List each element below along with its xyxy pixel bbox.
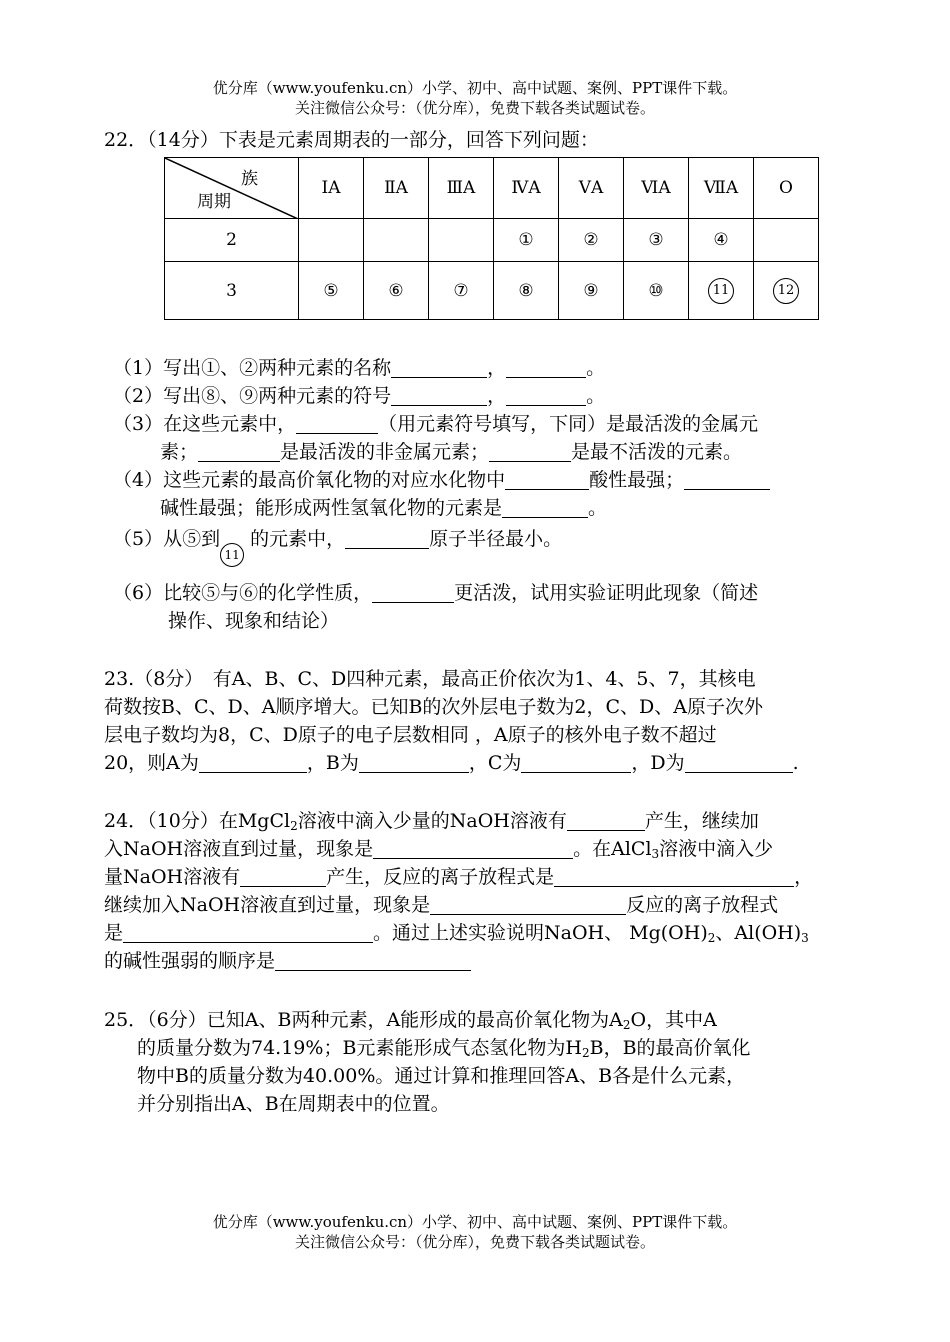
table-row xyxy=(165,262,819,320)
element-cell: ⑨ xyxy=(559,262,624,320)
q22-part-2: （2）写出⑧、⑨两种元素的符号 ， 。 xyxy=(113,385,606,407)
group-header: ⅡA xyxy=(364,158,429,219)
element-cell: ⑧ xyxy=(494,262,559,320)
answer-blank[interactable] xyxy=(506,357,586,378)
corner-group-label: 族 xyxy=(241,169,258,189)
element-cell: ③ xyxy=(624,219,689,262)
answer-blank[interactable] xyxy=(489,441,571,462)
answer-blank[interactable] xyxy=(296,413,378,434)
q22-part-4-cont: 碱性最强；能形成两性氢氧化物的元素是 。 xyxy=(160,497,608,519)
q24-line-6: 的碱性强弱的顺序是 xyxy=(104,947,471,975)
answer-blank[interactable] xyxy=(506,385,586,406)
element-cell xyxy=(754,262,819,320)
element-12-circle: 12 xyxy=(773,278,799,304)
corner-period-label: 周期 xyxy=(197,192,231,212)
header-line-2: 关注微信公众号：（优分库），免费下载各类试题试卷。 xyxy=(294,99,655,117)
q22-title: 22．（14分）下表是元素周期表的一部分，回答下列问题： xyxy=(104,129,599,151)
table-row xyxy=(165,219,819,262)
q24-line-5: 是 。通过上述实验说明NaOH、 $Mg(OH)_2$、$Al(OH)_3$ xyxy=(104,922,809,945)
element-11-circle: 11 xyxy=(220,543,244,567)
group-header: ⅤA xyxy=(559,158,624,219)
group-header: O xyxy=(754,158,819,219)
element-cell xyxy=(429,219,494,262)
answer-blank[interactable] xyxy=(373,838,573,859)
q25-line-1: 25．（6分）已知A、B两种元素，A能形成的最高价氧化物为$A_2O$，其中A xyxy=(104,1009,717,1032)
table-corner-cell xyxy=(165,158,299,219)
element-cell xyxy=(754,219,819,262)
q22-part-5: （5）从⑤到11 的元素中， 原子半径最小。 xyxy=(113,525,562,567)
period-label: 3 xyxy=(165,262,299,320)
group-header: IA xyxy=(299,158,364,219)
group-header: ⅣA xyxy=(494,158,559,219)
q22-part-4: （4）这些元素的最高价氧化物的对应水化物中 酸性最强； xyxy=(113,466,770,494)
element-11-circle: 11 xyxy=(708,278,734,304)
periodic-table xyxy=(164,157,819,320)
q25-line-3: 物中B的质量分数为40.00%。通过计算和推理回答A、B各是什么元素， xyxy=(137,1065,746,1087)
group-header: ⅦA xyxy=(689,158,754,219)
element-cell xyxy=(364,219,429,262)
q22-part-3-cont: 素； 是最活泼的非金属元素； 是最不活泼的元素。 xyxy=(160,441,743,463)
period-label: 2 xyxy=(165,219,299,262)
q25-line-2: 的质量分数为74.19%；B元素能形成气态氢化物为$H_2B$，B的最高价氧化 xyxy=(137,1037,751,1060)
answer-blank[interactable] xyxy=(567,810,645,831)
element-cell: ⑥ xyxy=(364,262,429,320)
element-cell xyxy=(299,219,364,262)
element-cell: ⑤ xyxy=(299,262,364,320)
answer-blank[interactable] xyxy=(430,894,626,915)
answer-blank[interactable] xyxy=(345,528,429,549)
answer-blank[interactable] xyxy=(391,385,487,406)
group-header: ⅥA xyxy=(624,158,689,219)
answer-blank[interactable] xyxy=(684,469,770,490)
q24-line-4: 继续加入NaOH溶液直到过量，现象是 反应的离子放程式 xyxy=(104,894,779,916)
group-header: ⅢA xyxy=(429,158,494,219)
answer-blank[interactable] xyxy=(123,922,373,943)
q23-line-1: 23.（8分） 有A、B、C、D四种元素，最高正价依次为1、4、5、7，其核电 xyxy=(104,668,756,690)
answer-blank[interactable] xyxy=(359,752,469,773)
answer-blank[interactable] xyxy=(685,752,793,773)
footer-line-1: 优分库（www.youfenku.cn）小学、初中、高中试题、案例、PPT课件下载。 xyxy=(212,1213,738,1231)
answer-blank[interactable] xyxy=(505,469,589,490)
answer-blank[interactable] xyxy=(199,752,307,773)
answer-blank[interactable] xyxy=(275,950,471,971)
q23-line-2: 荷数按B、C、D、A顺序增大。已知B的次外层电子数为2，C、D、A原子次外 xyxy=(104,696,763,718)
answer-blank[interactable] xyxy=(502,497,588,518)
q25-line-4: 并分别指出A、B在周期表中的位置。 xyxy=(137,1093,450,1115)
element-cell: ① xyxy=(494,219,559,262)
q22-part-6-cont: 操作、现象和结论） xyxy=(168,610,340,632)
q24-line-1: 24．（10分）在MgCl$_2$溶液中滴入少量的NaOH溶液有 产生，继续加 xyxy=(104,810,759,833)
answer-blank[interactable] xyxy=(372,582,454,603)
element-cell: ⑩ xyxy=(624,262,689,320)
answer-blank[interactable] xyxy=(198,441,280,462)
footer-line-2: 关注微信公众号：（优分库），免费下载各类试题试卷。 xyxy=(294,1233,655,1251)
answer-blank[interactable] xyxy=(554,866,794,887)
element-cell: ② xyxy=(559,219,624,262)
header-line-1: 优分库（www.youfenku.cn）小学、初中、高中试题、案例、PPT课件下载。 xyxy=(212,79,738,97)
q22-part-6: （6）比较⑤与⑥的化学性质， 更活泼，试用实验证明此现象（简述 xyxy=(113,582,759,604)
q24-line-2: 入NaOH溶液直到过量，现象是 。在AlCl$_3$溶液中滴入少 xyxy=(104,838,774,861)
q23-line-3: 层电子数均为8，C、D原子的电子层数相同 ，A原子的核外电子数不超过 xyxy=(104,724,717,746)
q22-part-3: （3）在这些元素中， （用元素符号填写，下同）是最活泼的金属元 xyxy=(113,413,759,435)
element-cell xyxy=(689,262,754,320)
q23-line-4: 20，则A为 ，B为 ，C为 ，D为 . xyxy=(104,752,799,774)
corner-diagonal xyxy=(165,158,298,219)
element-cell: ④ xyxy=(689,219,754,262)
answer-blank[interactable] xyxy=(391,357,487,378)
answer-blank[interactable] xyxy=(240,866,326,887)
q24-line-3: 量NaOH溶液有 产生，反应的离子放程式是 ， xyxy=(104,866,814,888)
answer-blank[interactable] xyxy=(521,752,631,773)
element-cell: ⑦ xyxy=(429,262,494,320)
q22-part-1: （1）写出①、②两种元素的名称 ， 。 xyxy=(113,357,606,379)
